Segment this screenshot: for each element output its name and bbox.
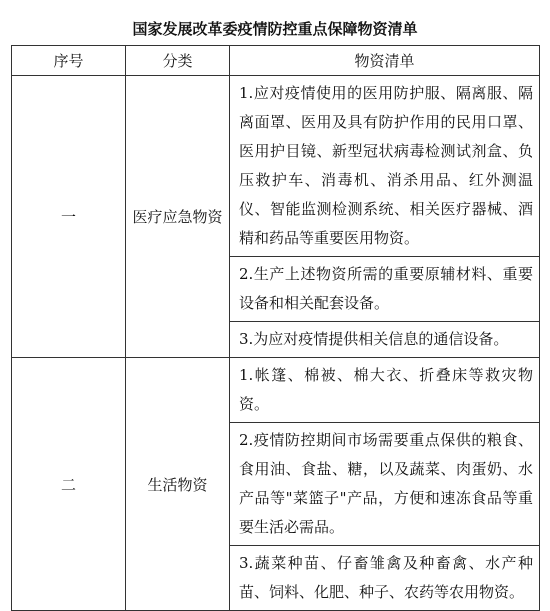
list-item: 3.为应对疫情提供相关信息的通信设备。 bbox=[230, 322, 540, 358]
table-header-row bbox=[12, 46, 540, 76]
header-list: 物资清单 bbox=[230, 46, 540, 76]
supplies-table bbox=[11, 45, 540, 611]
table-row bbox=[12, 76, 540, 257]
header-seq: 序号 bbox=[12, 46, 126, 76]
header-category: 分类 bbox=[126, 46, 230, 76]
list-item: 1.应对疫情使用的医用防护服、隔离服、隔离面罩、医用及具有防护作用的民用口罩、医用护目镜、新型冠状病毒检测试剂盒、负压救护车、消毒机、消杀用品、红外测温仪、智能监测检测系统、相关医疗器械、酒精和药品等重要医用物资。 bbox=[230, 76, 540, 257]
list-item: 2.生产上述物资所需的重要原辅材料、重要设备和相关配套设备。 bbox=[230, 257, 540, 322]
row-category: 生活物资 bbox=[126, 358, 230, 611]
document-title: 国家发展改革委疫情防控重点保障物资清单 bbox=[132, 20, 418, 38]
table-row bbox=[12, 358, 540, 423]
list-item: 2.疫情防控期间市场需要重点保供的粮食、食用油、食盐、糖，以及蔬菜、肉蛋奶、水产品等"菜篮子"产品，方便和速冻食品等重要生活必需品。 bbox=[230, 423, 540, 546]
list-item: 3.蔬菜种苗、仔畜雏禽及种畜禽、水产种苗、饲料、化肥、种子、农药等农用物资。 bbox=[230, 546, 540, 611]
list-item: 1.帐篷、棉被、棉大衣、折叠床等救灾物资。 bbox=[230, 358, 540, 423]
row-seq: 一 bbox=[12, 76, 126, 358]
row-category: 医疗应急物资 bbox=[126, 76, 230, 358]
row-seq: 二 bbox=[12, 358, 126, 611]
